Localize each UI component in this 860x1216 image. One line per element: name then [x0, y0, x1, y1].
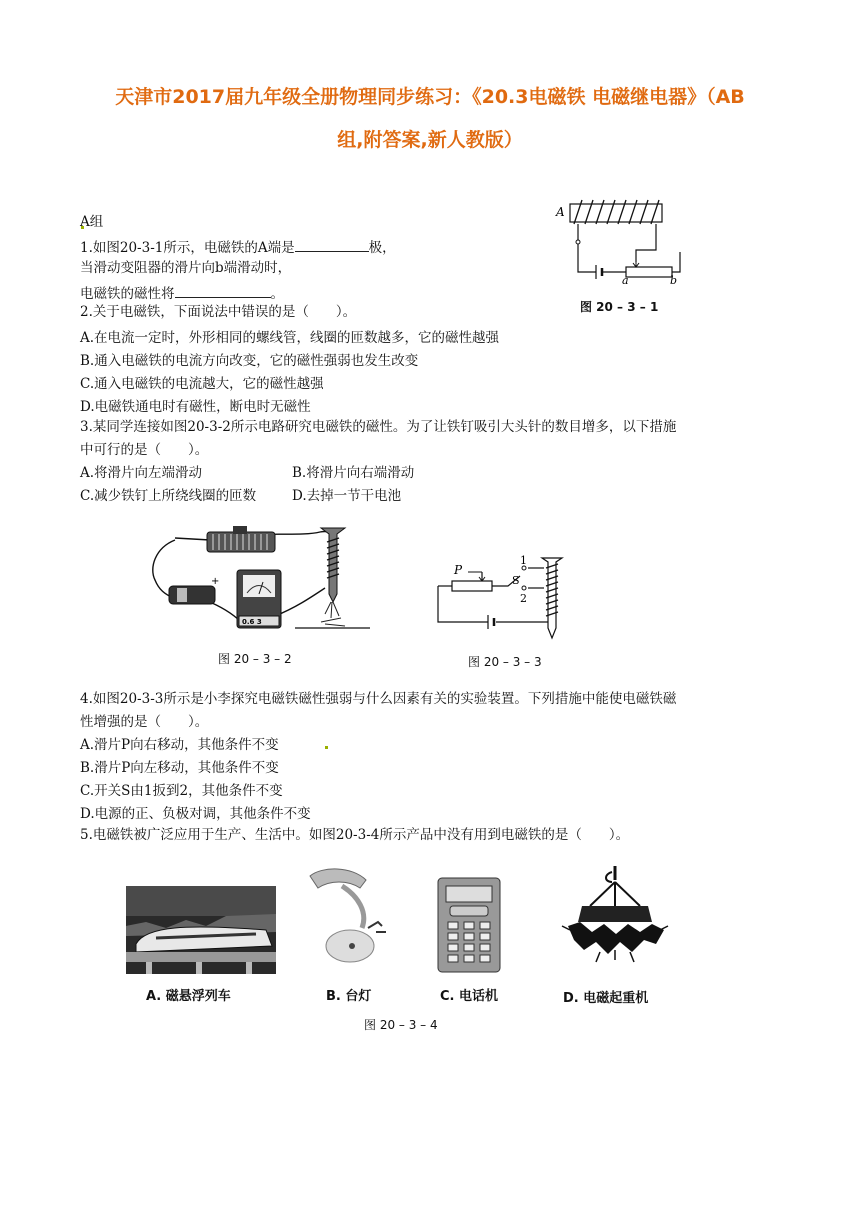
attracted-pins	[321, 602, 345, 626]
rheostat	[452, 581, 492, 591]
lamp-switch	[349, 943, 355, 949]
battery-symbol	[596, 265, 602, 279]
lamp-shade	[310, 869, 366, 888]
q5-stem: 5.电磁铁被广泛应用于生产、生活中。如图20-3-4所示产品中没有用到电磁铁的是（ ）。	[80, 827, 630, 843]
q4-option-b: B.滑片P向左移动，其他条件不变	[80, 760, 279, 776]
circuit-wires	[578, 224, 680, 272]
q1-text-part1: 1.如图20-3-1所示，电磁铁的A端是	[80, 240, 295, 256]
iron-nail	[321, 528, 345, 602]
q2-stem: 2.关于电磁铁，下面说法中错误的是（ ）。	[80, 304, 357, 320]
figure-20-3-2-caption: 图 20 – 3 – 2	[218, 652, 292, 666]
q1-text-part2: 极，	[368, 240, 396, 256]
battery-plus-sign: +	[211, 576, 220, 587]
crane-chains	[590, 882, 640, 906]
figure-20-3-4-caption: 图 20 – 3 – 4	[364, 1018, 438, 1032]
fig3-label-2: 2	[520, 592, 527, 605]
fig4-item-b-caption: B. 台灯	[326, 989, 372, 1004]
marker-dot	[325, 746, 328, 749]
q1-answer-blank-1	[295, 239, 369, 252]
telephone-image	[436, 876, 502, 974]
q2-option-a: A.在电流一定时，外形相同的螺线管，线圈的匝数越多，它的磁性越强	[80, 330, 500, 346]
phone-screen	[446, 886, 492, 902]
q2-option-b: B.通入电磁铁的电流方向改变，它的磁性强弱也发生改变	[80, 353, 419, 369]
electromagnetic-crane-image	[560, 866, 670, 974]
q2-option-c: C.通入电磁铁的电流越大，它的磁性越强	[80, 376, 324, 392]
page-title-line-2: 组,附答案,新人教版）	[337, 129, 523, 151]
q3-stem-1: 3.某同学连接如图20-3-2所示电路研究电磁铁的磁性。为了让铁钉吸引大头针的数目增多，以下措施	[80, 419, 677, 435]
meter-terminal-label: 0.6 3	[242, 618, 262, 626]
electromagnet	[578, 906, 652, 922]
phone-handset-area	[450, 906, 488, 916]
q4-stem-1: 4.如图20-3-3所示是小李探究电磁铁磁性强弱与什么因素有关的实验装置。下列措施中能使电磁铁磁	[80, 691, 677, 707]
group-label: A组	[80, 214, 104, 230]
desk-lamp-image	[302, 866, 392, 974]
q4-option-d: D.电源的正、负极对调，其他条件不变	[80, 806, 311, 822]
battery-stripe	[177, 588, 187, 602]
q1-line-3	[80, 285, 284, 302]
sky	[126, 886, 276, 916]
q3-stem-2: 中可行的是（ ）。	[80, 442, 209, 458]
q1-line-2: 当滑动变阻器的滑片向b端滑动时，	[80, 260, 292, 276]
figure-20-3-3-circuit	[432, 552, 572, 642]
fig4-item-a-caption: A. 磁悬浮列车	[146, 989, 231, 1004]
switch-contact-2	[522, 586, 526, 590]
q4-option-a: A.滑片P向右移动，其他条件不变	[80, 737, 279, 753]
fig1-label-a: a	[622, 274, 629, 284]
fig4-item-d-caption: D. 电磁起重机	[563, 991, 649, 1006]
iron-nail	[542, 558, 562, 638]
battery-pack	[169, 586, 215, 604]
lamp-neck	[342, 886, 364, 928]
figure-20-3-3-caption: 图 20 – 3 – 3	[468, 655, 542, 669]
fig3-label-s: S	[512, 574, 520, 587]
guideway	[126, 952, 276, 962]
slider-arrow	[633, 262, 639, 267]
q1-line-1	[80, 239, 396, 256]
fig3-label-p: P	[454, 563, 463, 577]
battery-symbol	[488, 615, 494, 629]
q1-answer-blank-2	[175, 285, 271, 298]
rheostat-slider	[233, 526, 247, 534]
fig3-label-1: 1	[520, 554, 527, 567]
maglev-train-image	[126, 886, 276, 974]
slide-rheostat	[207, 532, 275, 552]
figure-20-3-1-caption: 图 20 – 3 – 1	[580, 300, 659, 314]
figure-20-3-2-experiment-photo	[145, 518, 375, 636]
q4-stem-2: 性增强的是（ ）。	[80, 714, 209, 730]
lamp-cord	[368, 922, 386, 932]
q3-option-d: D.去掉一节干电池	[292, 488, 402, 504]
q3-option-c: C.减少铁钉上所绕线圈的匝数	[80, 488, 257, 504]
figure-20-3-1-solenoid-circuit	[552, 192, 682, 284]
fig4-item-c-caption: C. 电话机	[440, 989, 499, 1004]
fig1-label-A-end: A	[556, 205, 565, 219]
q3-option-a: A.将滑片向左端滑动	[80, 465, 203, 481]
q3-option-b: B.将滑片向右端滑动	[292, 465, 415, 481]
scrap-metal	[568, 922, 664, 954]
fig1-label-b: b	[670, 274, 678, 284]
q4-option-c: C.开关S由1扳到2，其他条件不变	[80, 783, 283, 799]
q1-text-line3a: 电磁铁的磁性将	[80, 286, 175, 302]
q2-option-d: D.电磁铁通电时有磁性，断电时无磁性	[80, 399, 311, 415]
rheostat	[626, 267, 672, 277]
q1-text-line3b: 。	[270, 286, 284, 302]
junction	[576, 240, 580, 244]
page-title-line-1: 天津市2017届九年级全册物理同步练习：《20.3电磁铁 电磁继电器》（AB	[115, 86, 745, 108]
iron-core	[570, 204, 662, 222]
hook-curve	[606, 872, 612, 882]
